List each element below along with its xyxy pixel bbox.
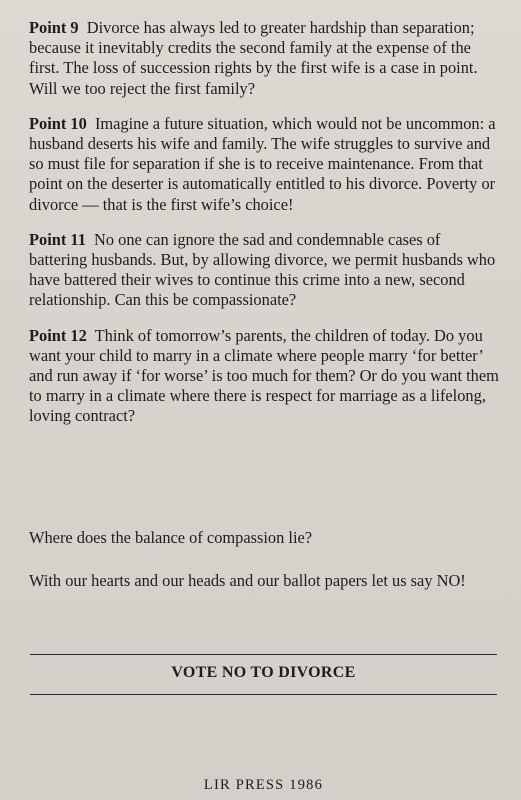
point-label: Point 11 — [29, 229, 86, 249]
point-label: Point 10 — [29, 113, 87, 133]
point-label: Point 9 — [29, 18, 79, 37]
press-imprint: LIR PRESS 1986 — [203, 777, 324, 793]
point-text: No one can ignore the sad and condemnable cases of battering husbands. But, by allowing divorce, we permit husbands who have battered their wives to continue this crime into a new, second relationship. Can this be compassionate? — [29, 229, 496, 310]
compassion-question: Where does the balance of compassion lie? — [29, 528, 313, 548]
point-12 — [29, 326, 499, 427]
point-text: Divorce has always led to greater hardship than separation; because it inevitably credits the second family at the expense of the first. The loss of succession rights by the first wife is a case in point. Will we too reject the first family? — [29, 18, 478, 98]
divider-bottom — [30, 694, 497, 695]
vote-banner: VOTE NO TO DIVORCE — [171, 664, 356, 681]
points-section — [29, 18, 499, 442]
point-10 — [29, 114, 499, 215]
point-11 — [29, 230, 499, 311]
divider-top — [30, 654, 497, 655]
point-9 — [29, 18, 499, 99]
closing-statement: With our hearts and our heads and our ballot papers let us say NO! — [29, 571, 466, 591]
point-label: Point 12 — [29, 325, 87, 345]
point-text: Think of tomorrow’s parents, the children of today. Do you want your child to marry in a climate where people marry ‘for better’ and run away if ‘for worse’ is too much for them? Or do you want them to marry in a climate where there is respect for marriage as a lifelong, loving contract? — [29, 325, 499, 426]
point-text: Imagine a future situation, which would not be uncommon: a husband deserts his wife and family. The wife struggles to survive and so must file for separation if she is to receive maintenance. From that point on the deserter is automatically entitled to his divorce. Poverty or divorce — that is the first wife’s choice! — [29, 113, 496, 214]
